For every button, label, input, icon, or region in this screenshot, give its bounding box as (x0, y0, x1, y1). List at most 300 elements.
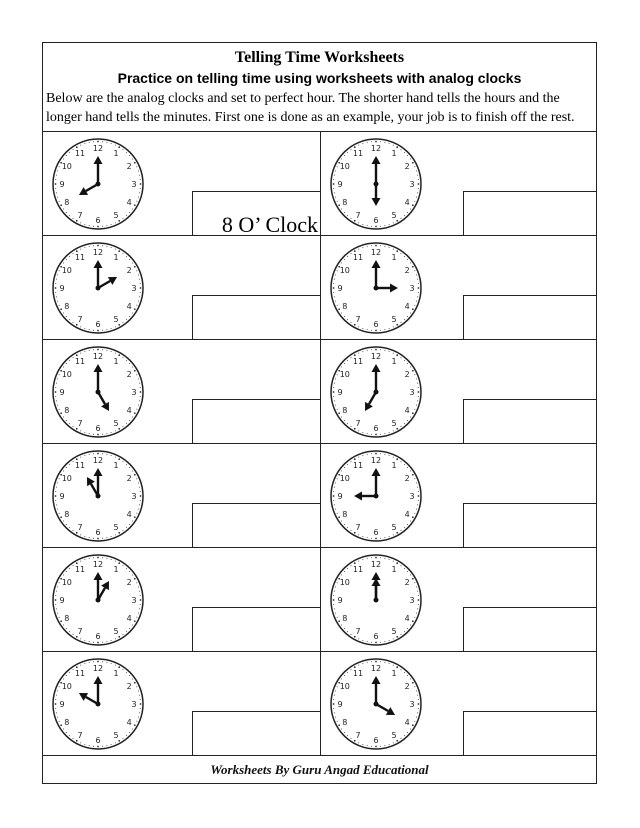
minute-tick (84, 224, 85, 225)
clock-number: 3 (409, 284, 415, 293)
minute-tick (129, 259, 130, 260)
clock-number: 7 (77, 419, 83, 429)
minute-tick (335, 301, 336, 302)
minute-tick (93, 642, 94, 643)
minute-tick (140, 287, 142, 289)
minute-tick (89, 537, 90, 538)
analog-clock (328, 448, 424, 544)
minute-tick (140, 699, 141, 700)
minute-tick (138, 717, 139, 718)
minute-tick (389, 536, 390, 537)
minute-tick (140, 604, 141, 605)
minute-tick (140, 599, 142, 601)
minute-tick (97, 661, 99, 663)
minute-tick (97, 330, 99, 332)
clock-number: 8 (64, 614, 70, 623)
clock-number: 7 (355, 211, 361, 221)
minute-tick (106, 662, 107, 663)
clock-number: 10 (339, 474, 350, 483)
minute-tick (138, 197, 139, 198)
minute-tick (69, 568, 70, 569)
clock-exercise (43, 340, 321, 443)
minute-tick (384, 246, 385, 247)
minute-tick (335, 170, 336, 171)
minute-tick (333, 188, 334, 189)
answer-box[interactable] (192, 295, 320, 340)
minute-tick (410, 624, 411, 625)
minute-tick (417, 504, 418, 505)
worksheet-row (43, 132, 596, 236)
minute-tick (334, 695, 335, 696)
minute-tick (59, 374, 60, 375)
minute-tick (351, 426, 352, 427)
minute-tick (97, 538, 99, 540)
minute-tick (416, 482, 417, 483)
minute-tick (333, 183, 335, 185)
minute-tick (396, 636, 398, 638)
minute-tick (126, 464, 127, 465)
minute-tick (362, 143, 363, 144)
minute-tick (69, 152, 70, 153)
minute-tick (63, 416, 64, 417)
minute-tick (126, 672, 127, 673)
minute-tick (404, 256, 405, 257)
minute-tick (418, 391, 420, 393)
minute-tick (80, 742, 81, 743)
minute-tick (358, 326, 359, 327)
clock-number: 11 (352, 460, 364, 470)
minute-tick (57, 613, 58, 614)
minute-tick (69, 527, 70, 528)
minute-tick (57, 717, 58, 718)
clock-number: 2 (126, 162, 132, 171)
page-subtitle: Practice on telling time using worksheets with analog clocks (117, 70, 522, 86)
minute-tick (396, 740, 398, 742)
minute-tick (76, 666, 78, 668)
minute-tick (410, 208, 411, 209)
minute-tick (393, 457, 394, 458)
minute-tick (69, 256, 70, 257)
minute-tick (115, 222, 116, 223)
minute-tick (417, 608, 418, 609)
minute-tick (129, 732, 130, 733)
minute-tick (351, 634, 352, 635)
answer-box[interactable] (463, 711, 596, 756)
minute-tick (60, 620, 62, 622)
minute-tick (362, 559, 363, 560)
minute-tick (417, 712, 418, 713)
minute-tick (367, 350, 368, 351)
clock-exercise (43, 652, 321, 755)
analog-clock (328, 344, 424, 440)
minute-tick (393, 326, 394, 327)
minute-tick (97, 141, 99, 143)
minute-tick (132, 520, 133, 521)
minute-tick (139, 591, 140, 592)
answer-box[interactable] (463, 607, 596, 652)
minute-tick (407, 732, 408, 733)
minute-tick (129, 571, 130, 572)
minute-tick (102, 538, 103, 539)
minute-tick (347, 672, 348, 673)
clock-number: 11 (74, 668, 86, 678)
minute-tick (55, 699, 56, 700)
clock-number: 12 (370, 560, 382, 569)
worksheet-row (43, 236, 596, 340)
clock-number: 4 (126, 718, 132, 727)
minute-tick (351, 218, 352, 219)
answer-box[interactable] (463, 295, 596, 340)
minute-tick (344, 363, 345, 364)
minute-tick (367, 246, 368, 247)
minute-tick (118, 458, 120, 460)
minute-tick (132, 575, 133, 576)
minute-tick (418, 287, 420, 289)
clock-number: 12 (92, 560, 104, 569)
minute-tick (59, 617, 60, 618)
minute-tick (418, 396, 419, 397)
minute-tick (111, 663, 112, 664)
minute-tick (414, 374, 415, 375)
clock-number: 1 (113, 252, 119, 262)
clock-grid (43, 132, 596, 758)
clock-number: 3 (131, 596, 137, 605)
minute-tick (80, 638, 81, 639)
minute-tick (375, 226, 377, 228)
minute-tick (380, 434, 381, 435)
minute-tick (126, 423, 127, 424)
clock-number: 6 (373, 528, 379, 537)
minute-tick (115, 145, 116, 146)
minute-tick (393, 353, 394, 354)
minute-tick (111, 640, 112, 641)
minute-tick (59, 270, 60, 271)
minute-tick (375, 538, 377, 540)
minute-tick (66, 524, 67, 525)
minute-tick (333, 595, 334, 596)
clock-number: 8 (64, 302, 70, 311)
clock-exercise (43, 548, 321, 651)
page-title: Telling Time Worksheets (234, 49, 405, 66)
answer-box[interactable] (192, 711, 320, 756)
minute-tick (97, 349, 99, 351)
minute-tick (129, 363, 130, 364)
clock-number: 11 (352, 252, 364, 262)
minute-tick (335, 405, 336, 406)
minute-tick (362, 663, 363, 664)
minute-tick (115, 457, 116, 458)
clock-number: 3 (131, 284, 137, 293)
minute-tick (333, 396, 334, 397)
minute-tick (337, 374, 338, 375)
minute-tick (362, 640, 363, 641)
minute-tick (122, 426, 123, 427)
minute-tick (418, 708, 419, 709)
minute-tick (358, 457, 359, 458)
minute-tick (102, 245, 103, 246)
minute-tick (354, 146, 356, 148)
minute-tick (418, 595, 419, 596)
minute-tick (412, 724, 414, 726)
minute-tick (404, 568, 405, 569)
clock-number: 5 (113, 315, 119, 325)
minute-tick (417, 591, 418, 592)
minute-tick (136, 166, 137, 167)
clock-number: 4 (404, 614, 410, 623)
minute-tick (69, 360, 70, 361)
minute-tick (84, 640, 85, 641)
minute-tick (132, 312, 133, 313)
minute-tick (347, 527, 348, 528)
minute-tick (136, 305, 137, 306)
minute-tick (73, 634, 74, 635)
minute-tick (338, 204, 340, 206)
minute-tick (66, 212, 67, 213)
minute-tick (134, 516, 136, 518)
minute-tick (400, 218, 401, 219)
clock-number: 6 (95, 632, 101, 641)
minute-tick (118, 354, 120, 356)
minute-tick (358, 742, 359, 743)
minute-tick (341, 624, 342, 625)
minute-tick (89, 246, 90, 247)
minute-tick (417, 400, 418, 401)
clock-number: 10 (61, 370, 72, 379)
minute-tick (337, 166, 338, 167)
minute-tick (334, 279, 335, 280)
clock-number: 6 (373, 632, 379, 641)
clock-number: 12 (370, 248, 382, 257)
answer-box[interactable] (192, 607, 320, 652)
minute-tick (136, 270, 137, 271)
minute-tick (380, 746, 381, 747)
answer-box[interactable] (463, 503, 596, 548)
minute-tick (139, 296, 140, 297)
minute-tick (84, 143, 85, 144)
minute-tick (132, 624, 133, 625)
minute-tick (138, 405, 139, 406)
minute-tick (140, 396, 141, 397)
minute-tick (400, 738, 401, 739)
minute-tick (57, 301, 58, 302)
minute-tick (354, 354, 356, 356)
minute-tick (89, 350, 90, 351)
clock-number: 2 (404, 162, 410, 171)
analog-clock (328, 240, 424, 336)
minute-tick (76, 354, 78, 356)
minute-tick (367, 745, 368, 746)
clock-number: 9 (59, 596, 65, 605)
minute-tick (66, 316, 67, 317)
clock-number: 9 (59, 700, 65, 709)
minute-tick (73, 218, 74, 219)
minute-tick (380, 557, 381, 558)
minute-tick (140, 491, 141, 492)
minute-tick (57, 378, 58, 379)
minute-tick (414, 270, 415, 271)
minute-tick (333, 491, 334, 492)
minute-tick (126, 360, 127, 361)
minute-tick (416, 613, 417, 614)
clock-center (96, 182, 101, 187)
clock-number: 10 (339, 162, 350, 171)
minute-tick (89, 558, 90, 559)
worksheet-row (43, 548, 596, 652)
minute-tick (414, 721, 415, 722)
minute-tick (396, 666, 398, 668)
minute-tick (375, 661, 377, 663)
minute-tick (417, 296, 418, 297)
minute-tick (93, 661, 94, 662)
minute-tick (69, 631, 70, 632)
minute-tick (416, 274, 417, 275)
minute-tick (333, 604, 334, 605)
minute-tick (418, 491, 419, 492)
minute-tick (139, 504, 140, 505)
minute-tick (97, 226, 99, 228)
minute-tick (407, 524, 408, 525)
clock-center (374, 182, 379, 187)
answer-box[interactable] (192, 399, 320, 444)
minute-tick (89, 225, 90, 226)
clock-number: 1 (391, 564, 397, 574)
minute-tick (126, 215, 127, 216)
minute-tick (335, 378, 336, 379)
clock-number: 7 (355, 523, 361, 533)
minute-tick (55, 604, 56, 605)
minute-tick (76, 146, 78, 148)
clock-number: 9 (59, 284, 65, 293)
minute-tick (134, 412, 136, 414)
minute-tick (418, 495, 420, 497)
minute-tick (344, 524, 345, 525)
minute-tick (111, 432, 112, 433)
clock-number: 8 (342, 614, 348, 623)
minute-tick (140, 703, 142, 705)
minute-tick (89, 142, 90, 143)
minute-tick (404, 672, 405, 673)
minute-tick (412, 516, 414, 518)
answer-box[interactable] (463, 191, 596, 236)
minute-tick (416, 586, 417, 587)
minute-tick (375, 746, 377, 748)
minute-tick (63, 312, 64, 313)
minute-tick (111, 536, 112, 537)
answer-box[interactable] (192, 503, 320, 548)
minute-tick (102, 434, 103, 435)
analog-clock (328, 136, 424, 232)
minute-tick (138, 378, 139, 379)
minute-tick (66, 420, 67, 421)
clock-center (374, 390, 379, 395)
minute-tick (380, 538, 381, 539)
answer-box[interactable] (192, 191, 320, 236)
clock-number: 3 (409, 180, 415, 189)
minute-tick (138, 690, 139, 691)
minute-tick (136, 513, 137, 514)
minute-tick (106, 142, 107, 143)
minute-tick (93, 330, 94, 331)
minute-tick (60, 204, 62, 206)
minute-tick (341, 159, 342, 160)
minute-tick (84, 328, 85, 329)
minute-tick (393, 742, 394, 743)
minute-tick (56, 487, 57, 488)
minute-tick (358, 145, 359, 146)
clock-number: 1 (391, 460, 397, 470)
clock-number: 8 (342, 718, 348, 727)
minute-tick (138, 586, 139, 587)
minute-tick (129, 675, 130, 676)
minute-tick (418, 699, 419, 700)
minute-tick (56, 383, 57, 384)
clock-number: 12 (92, 456, 104, 465)
minute-tick (118, 146, 120, 148)
minute-tick (412, 370, 414, 372)
minute-tick (351, 738, 352, 739)
minute-tick (102, 141, 103, 142)
minute-tick (56, 591, 57, 592)
minute-tick (414, 582, 415, 583)
minute-tick (136, 374, 137, 375)
minute-tick (371, 245, 372, 246)
minute-tick (334, 175, 335, 176)
minute-tick (63, 159, 64, 160)
minute-tick (89, 662, 90, 663)
minute-tick (400, 461, 401, 462)
minute-tick (134, 266, 136, 268)
minute-tick (396, 146, 398, 148)
clock-number: 5 (391, 211, 397, 221)
minute-tick (84, 455, 85, 456)
minute-tick (59, 513, 60, 514)
minute-tick (57, 170, 58, 171)
minute-tick (412, 620, 414, 622)
minute-tick (59, 721, 60, 722)
minute-tick (351, 530, 352, 531)
minute-tick (122, 634, 123, 635)
minute-tick (416, 378, 417, 379)
analog-clock (50, 240, 146, 336)
minute-tick (341, 575, 342, 576)
clock-number: 12 (370, 144, 382, 153)
minute-tick (344, 675, 345, 676)
minute-tick (341, 367, 342, 368)
minute-tick (344, 732, 345, 733)
minute-tick (59, 686, 60, 687)
minute-tick (115, 353, 116, 354)
clock-number: 10 (61, 162, 72, 171)
clock-number: 8 (64, 198, 70, 207)
minute-tick (333, 599, 335, 601)
minute-tick (367, 454, 368, 455)
minute-tick (63, 367, 64, 368)
minute-tick (333, 699, 334, 700)
minute-tick (354, 250, 356, 252)
minute-tick (410, 575, 411, 576)
minute-tick (59, 582, 60, 583)
clock-number: 5 (113, 627, 119, 637)
clock-number: 12 (92, 248, 104, 257)
answer-box[interactable] (463, 399, 596, 444)
minute-tick (129, 212, 130, 213)
minute-tick (97, 434, 99, 436)
minute-tick (412, 162, 414, 164)
minute-tick (115, 742, 116, 743)
minute-tick (102, 330, 103, 331)
minute-tick (102, 453, 103, 454)
clock-number: 1 (113, 668, 119, 678)
